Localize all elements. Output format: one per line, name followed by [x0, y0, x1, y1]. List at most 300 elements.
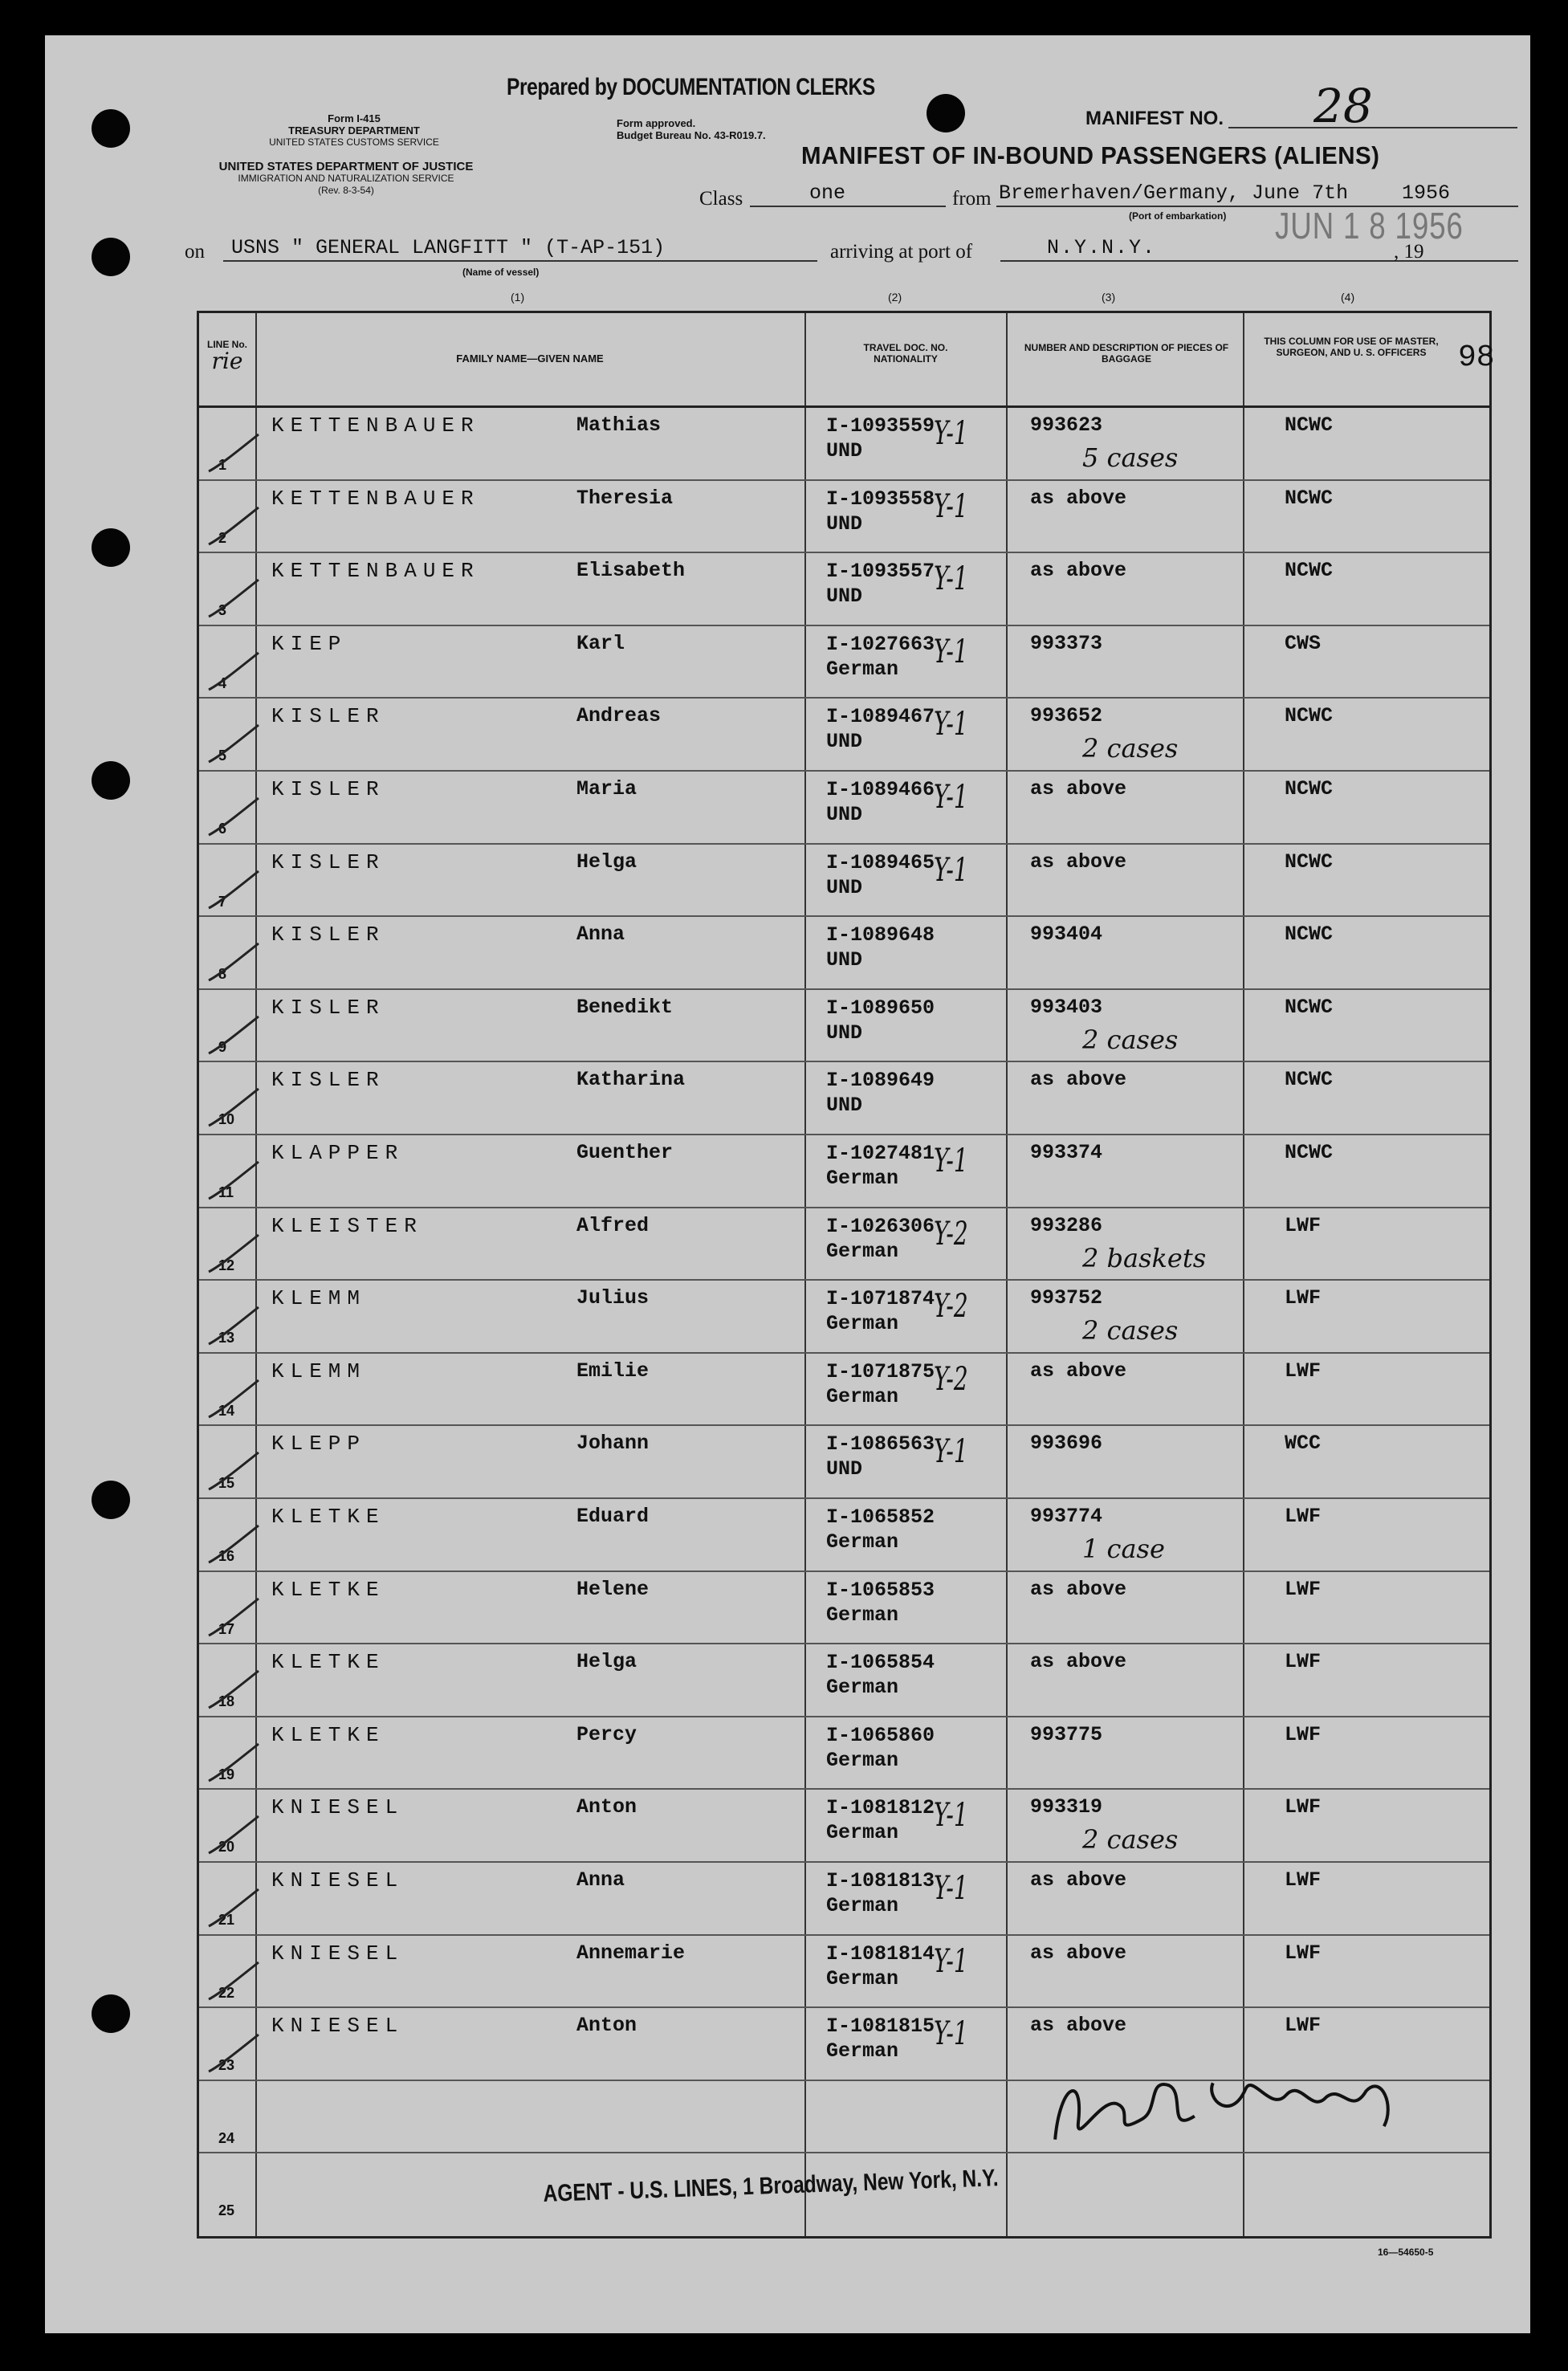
nationality: UND	[826, 803, 863, 826]
travel-doc-column-header: TRAVEL DOC. NO. NATIONALITY	[863, 342, 948, 365]
agency-code: NCWC	[1285, 413, 1334, 437]
handwritten-code: Y-1	[934, 415, 968, 452]
check-mark-icon	[202, 2031, 267, 2080]
nationality: UND	[826, 730, 863, 754]
table-row	[199, 1717, 1489, 1789]
family-name: KLAPPER	[271, 1141, 405, 1165]
given-name: Emilie	[576, 1359, 650, 1383]
nationality: UND	[826, 439, 863, 462]
agency-code: WCC	[1285, 1432, 1322, 1456]
family-name: KLEMM	[271, 1286, 367, 1311]
travel-document	[826, 777, 935, 827]
line-number: 20	[218, 1839, 235, 1856]
nationality: German	[826, 1966, 899, 1990]
family-name: KETTENBAUER	[271, 559, 480, 584]
check-mark-icon	[202, 1304, 267, 1352]
given-name: Percy	[576, 1722, 637, 1746]
agency-code: NCWC	[1285, 923, 1334, 947]
table-row	[199, 916, 1489, 988]
line-number: 13	[218, 1330, 235, 1346]
line-number: 10	[218, 1111, 235, 1128]
col-number-1: (1)	[511, 291, 525, 304]
travel-document	[826, 1359, 935, 1409]
baggage-description: as above	[1030, 1359, 1127, 1383]
baggage-description: 993774	[1030, 1505, 1103, 1528]
travel-doc-number: I-1081812	[826, 1796, 935, 1820]
handwritten-code: Y-1	[934, 633, 968, 670]
nationality: UND	[826, 1457, 863, 1481]
travel-document	[826, 1432, 935, 1481]
baggage-description: as above	[1030, 1650, 1127, 1674]
agency-code: NCWC	[1285, 486, 1334, 510]
table-row	[199, 844, 1489, 916]
agency-code: NCWC	[1285, 995, 1334, 1019]
treasury-department: TREASURY DEPARTMENT	[288, 124, 420, 136]
baggage-description: 993404	[1030, 923, 1103, 947]
table-row	[199, 625, 1489, 698]
given-name: Anton	[576, 2014, 637, 2038]
table-row	[199, 1644, 1489, 1716]
handwritten-code: Y-1	[934, 1433, 968, 1471]
given-name: Helga	[576, 849, 637, 874]
agency-code: LWF	[1285, 1941, 1322, 1965]
table-row	[199, 552, 1489, 625]
handwritten-code: Y-2	[934, 1215, 968, 1253]
form-approved: Form approved.	[617, 117, 696, 129]
table-row	[199, 1208, 1489, 1280]
given-name: Eduard	[576, 1505, 650, 1528]
agency-code: NCWC	[1285, 1068, 1334, 1092]
family-name: KNIESEL	[271, 1868, 405, 1892]
travel-doc-number: I-1081813	[826, 1869, 935, 1892]
given-name: Johann	[576, 1432, 650, 1456]
check-mark-icon	[202, 1741, 267, 1789]
baggage-description: 993696	[1030, 1432, 1103, 1456]
approval-block	[617, 117, 766, 141]
baggage-description: 993403	[1030, 995, 1103, 1019]
manifest-number-label: MANIFEST NO.	[1085, 108, 1224, 129]
given-name: Annemarie	[576, 1941, 686, 1965]
travel-document	[826, 1068, 935, 1118]
form-number: Form I-415	[328, 112, 381, 124]
handwritten-baggage-note: 2 baskets	[1082, 1242, 1207, 1273]
nationality: German	[826, 1603, 899, 1627]
ins-service: IMMIGRATION AND NATURALIZATION SERVICE	[238, 173, 454, 184]
manifest-page	[45, 35, 1530, 2333]
handwritten-code: Y-1	[934, 487, 968, 525]
travel-document	[826, 632, 935, 682]
line-number: 16	[218, 1548, 235, 1564]
check-mark-icon	[202, 650, 267, 698]
line-number: 6	[218, 821, 227, 837]
nationality: German	[826, 2039, 899, 2063]
handwritten-code: Y-1	[934, 851, 968, 889]
travel-document	[826, 1578, 935, 1628]
travel-document	[826, 1214, 935, 1264]
handwritten-code: Y-1	[934, 1797, 968, 1835]
form-code: 16—54650-5	[1378, 2247, 1434, 2258]
travel-document	[826, 704, 935, 754]
travel-doc-number: I-1026306	[826, 1214, 935, 1238]
travel-doc-number: I-1086563	[826, 1432, 935, 1456]
port-embarkation-caption: (Port of embarkation)	[1129, 210, 1227, 222]
table-row	[199, 480, 1489, 552]
line-number: 25	[218, 2202, 235, 2219]
travel-doc-number: I-1065853	[826, 1578, 935, 1602]
nationality: German	[826, 1239, 899, 1263]
travel-doc-number: I-1071875	[826, 1359, 935, 1383]
travel-document	[826, 1941, 935, 1991]
agency-code: NCWC	[1285, 704, 1334, 728]
baggage-description: as above	[1030, 486, 1127, 510]
nationality: UND	[826, 875, 863, 899]
handwritten-code: Y-2	[934, 1360, 968, 1398]
check-mark-icon	[202, 576, 267, 625]
travel-document	[826, 923, 935, 972]
line-number: 8	[218, 966, 227, 983]
family-name: KISLER	[271, 849, 385, 874]
travel-doc-number: I-1081814	[826, 1941, 935, 1966]
check-mark-icon	[202, 1086, 267, 1134]
travel-doc-number: I-1027481	[826, 1142, 935, 1165]
prepared-by-stamp: Prepared by DOCUMENTATION CLERKS	[507, 74, 875, 100]
name-column-header: FAMILY NAME—GIVEN NAME	[456, 352, 604, 365]
check-mark-icon	[202, 1813, 267, 1861]
family-name: KISLER	[271, 923, 385, 947]
agency-code: LWF	[1285, 1505, 1322, 1528]
check-mark-icon	[202, 1013, 267, 1061]
travel-document	[826, 1505, 935, 1554]
travel-doc-number: I-1089650	[826, 996, 935, 1020]
family-name: KNIESEL	[271, 1941, 405, 1966]
agency-code: LWF	[1285, 1577, 1322, 1601]
check-mark-icon	[202, 1668, 267, 1716]
justice-block	[181, 161, 511, 197]
given-name: Anna	[576, 1868, 625, 1892]
from-label: from	[952, 188, 992, 210]
check-mark-icon	[202, 722, 267, 770]
table-row	[199, 1425, 1489, 1497]
nationality: German	[826, 1384, 899, 1408]
travel-document	[826, 850, 935, 900]
line-number: 23	[218, 2057, 235, 2074]
line-number: 24	[218, 2129, 235, 2146]
line-number: 14	[218, 1402, 235, 1419]
check-mark-icon	[202, 868, 267, 916]
punch-hole	[92, 1481, 130, 1519]
handwritten-code: Y-2	[934, 1288, 968, 1326]
baggage-description: 993652	[1030, 704, 1103, 728]
handwritten-code: Y-1	[934, 2015, 968, 2053]
baggage-description: 993752	[1030, 1286, 1103, 1310]
table-row	[199, 698, 1489, 770]
travel-document	[826, 487, 935, 536]
baggage-description: 993319	[1030, 1795, 1103, 1819]
class-label: Class	[699, 188, 743, 210]
travel-doc-number: I-1089465	[826, 850, 935, 874]
handwritten-code: Y-1	[934, 1870, 968, 1907]
on-label: on	[185, 241, 205, 263]
handwritten-baggage-note: 2 cases	[1082, 1824, 1179, 1856]
handwritten-baggage-note: 2 cases	[1082, 1315, 1179, 1346]
check-mark-icon	[202, 1232, 267, 1280]
year-underline	[1450, 260, 1518, 262]
table-row	[199, 1061, 1489, 1134]
given-name: Maria	[576, 777, 637, 801]
table-row	[199, 407, 1489, 479]
handwritten-baggage-note: 5 cases	[1082, 442, 1179, 473]
travel-doc-number: I-1065860	[826, 1723, 935, 1747]
given-name: Katharina	[576, 1068, 686, 1092]
travel-doc-number: I-1081815	[826, 2015, 935, 2039]
arriving-label: arriving at port of	[830, 241, 973, 263]
table-row	[199, 1571, 1489, 1644]
family-name: KIEP	[271, 631, 348, 656]
budget-bureau: Budget Bureau No. 43-R019.7.	[617, 129, 766, 141]
family-name: KISLER	[271, 704, 385, 729]
baggage-description: 993623	[1030, 413, 1103, 437]
travel-document	[826, 996, 935, 1045]
baggage-description: 993775	[1030, 1722, 1103, 1746]
travel-doc-number: I-1089649	[826, 1069, 935, 1093]
nationality: UND	[826, 948, 863, 972]
nationality: UND	[826, 585, 863, 609]
family-name: KLEISTER	[271, 1213, 423, 1238]
nationality: German	[826, 1167, 899, 1190]
agency-code: NCWC	[1285, 559, 1334, 583]
punch-hole	[92, 528, 130, 567]
arrival-date-stamp: JUN 1 8 1956	[1275, 205, 1464, 246]
nationality: German	[826, 657, 899, 681]
nationality: German	[826, 1530, 899, 1554]
travel-doc-number: I-1071874	[826, 1287, 935, 1311]
nationality: German	[826, 1894, 899, 1917]
line-number-header	[202, 339, 252, 373]
signature-scrawl	[1026, 2033, 1408, 2157]
line-number: 3	[218, 602, 227, 619]
col-number-2: (2)	[888, 291, 902, 304]
travel-document	[826, 1723, 935, 1773]
family-name: KNIESEL	[271, 1795, 405, 1820]
punch-hole	[92, 109, 130, 148]
line-number: 9	[218, 1038, 227, 1055]
punch-hole	[92, 1994, 130, 2033]
family-name: KLETKE	[271, 1577, 385, 1602]
travel-document	[826, 413, 935, 463]
handwritten-code: Y-1	[934, 1143, 968, 1179]
line-number: 17	[218, 1620, 235, 1637]
given-name: Helene	[576, 1577, 650, 1601]
travel-document	[826, 1141, 935, 1191]
line-number: 2	[218, 529, 227, 546]
family-name: KLETKE	[271, 1722, 385, 1747]
given-name: Benedikt	[576, 995, 674, 1019]
nationality: German	[826, 1312, 899, 1336]
line-number: 18	[218, 1693, 235, 1710]
col-number-4: (4)	[1341, 291, 1355, 304]
travel-document	[826, 1650, 935, 1700]
vessel-caption: (Name of vessel)	[462, 267, 540, 278]
class-underline	[750, 206, 946, 207]
customs-service: UNITED STATES CUSTOMS SERVICE	[269, 136, 439, 148]
col-number-3: (3)	[1102, 291, 1116, 304]
given-name: Karl	[576, 631, 625, 655]
table-row	[199, 1353, 1489, 1425]
table-row	[199, 1280, 1489, 1352]
baggage-description: as above	[1030, 1577, 1127, 1601]
family-name: KLETKE	[271, 1650, 385, 1675]
handwritten-code: Y-1	[934, 706, 968, 743]
line-number: 7	[218, 893, 227, 910]
family-name: KLEPP	[271, 1432, 367, 1456]
line-number: 4	[218, 674, 227, 691]
family-name: KISLER	[271, 777, 385, 801]
baggage-description: as above	[1030, 1868, 1127, 1892]
line-number: 12	[218, 1257, 235, 1273]
manifest-number-underline	[1228, 127, 1517, 128]
agency-code: LWF	[1285, 1359, 1322, 1383]
family-name: KLETKE	[271, 1505, 385, 1529]
given-name: Theresia	[576, 486, 674, 510]
table-row	[199, 1135, 1489, 1207]
travel-doc-number: I-1093559	[826, 414, 935, 438]
given-name: Elisabeth	[576, 559, 686, 583]
check-mark-icon	[202, 1522, 267, 1570]
justice-department: UNITED STATES DEPARTMENT OF JUSTICE	[218, 160, 474, 173]
embarkation-year: 1956	[1402, 181, 1451, 205]
given-name: Andreas	[576, 704, 662, 728]
nationality: German	[826, 1748, 899, 1772]
baggage-description: as above	[1030, 559, 1127, 583]
agency-code: NCWC	[1285, 777, 1334, 801]
given-name: Anton	[576, 1795, 637, 1819]
check-mark-icon	[202, 795, 267, 843]
handwritten-code: Y-1	[934, 560, 968, 598]
table-row	[199, 771, 1489, 843]
class-value: one	[809, 181, 846, 205]
agency-code: LWF	[1285, 1795, 1322, 1819]
agency-code: NCWC	[1285, 1141, 1334, 1164]
table-row	[199, 1789, 1489, 1861]
baggage-description: 993286	[1030, 1213, 1103, 1237]
check-mark-icon	[202, 431, 267, 479]
baggage-description: 993374	[1030, 1141, 1103, 1164]
agency-code: LWF	[1285, 1213, 1322, 1237]
nationality: German	[826, 1676, 899, 1700]
baggage-description: 993373	[1030, 631, 1103, 655]
family-name: KNIESEL	[271, 2014, 405, 2039]
vessel-name: USNS " GENERAL LANGFITT " (T-AP-151)	[231, 236, 666, 259]
given-name: Mathias	[576, 413, 662, 437]
line-number: 11	[218, 1184, 234, 1200]
manifest-number: 28	[1313, 79, 1373, 133]
travel-doc-number: I-1089466	[826, 778, 935, 801]
travel-document	[826, 1286, 935, 1336]
agency-code: LWF	[1285, 1650, 1322, 1674]
line-number: 22	[218, 1984, 235, 2001]
line-header-label: LINE No.	[207, 339, 247, 350]
nationality: UND	[826, 1021, 863, 1045]
family-name: KISLER	[271, 1068, 385, 1093]
table-row	[199, 1498, 1489, 1570]
nationality: UND	[826, 1094, 863, 1118]
family-name: KISLER	[271, 995, 385, 1020]
table-row	[199, 989, 1489, 1061]
handwritten-baggage-note: 1 case	[1082, 1534, 1165, 1564]
punch-hole	[927, 94, 965, 132]
nationality: UND	[826, 511, 863, 536]
punch-hole	[92, 761, 130, 800]
agency-code: LWF	[1285, 2014, 1322, 2038]
travel-doc-number: I-1027663	[826, 632, 935, 656]
line-number: 21	[218, 1912, 235, 1928]
agent-stamp: AGENT - U.S. LINES, 1 Broadway, New York, N.Y.	[543, 2165, 1000, 2207]
baggage-description: as above	[1030, 2014, 1127, 2038]
handwritten-baggage-note: 2 cases	[1082, 733, 1179, 764]
handwritten-code: Y-1	[934, 779, 968, 816]
port-of-embarkation: Bremerhaven/Germany, June 7th	[999, 181, 1349, 205]
family-name: KETTENBAUER	[271, 486, 480, 511]
given-name: Anna	[576, 923, 625, 947]
given-name: Helga	[576, 1650, 637, 1674]
vessel-underline	[223, 260, 817, 262]
line-number: 5	[218, 748, 227, 764]
check-mark-icon	[202, 1449, 267, 1497]
baggage-description: as above	[1030, 1068, 1127, 1092]
agency-code: LWF	[1285, 1286, 1322, 1310]
agency-code: NCWC	[1285, 849, 1334, 874]
check-mark-icon	[202, 504, 267, 552]
check-mark-icon	[202, 1959, 267, 2007]
travel-doc-number: I-1065854	[826, 1651, 935, 1675]
family-name: KETTENBAUER	[271, 413, 480, 438]
baggage-description: as above	[1030, 777, 1127, 801]
travel-doc-number: I-1093558	[826, 487, 935, 511]
agency-code: LWF	[1285, 1868, 1322, 1892]
arrival-port-underline	[1000, 260, 1450, 262]
travel-doc-number: I-1065852	[826, 1505, 935, 1529]
check-mark-icon	[202, 940, 267, 988]
travel-document	[826, 1795, 935, 1845]
punch-hole	[92, 238, 130, 276]
travel-document	[826, 2014, 935, 2063]
year-prefix: , 19	[1394, 241, 1424, 263]
baggage-description: as above	[1030, 849, 1127, 874]
agency-code: CWS	[1285, 631, 1322, 655]
line-header-handwritten: rie	[211, 348, 243, 374]
line-number: 15	[218, 1475, 235, 1492]
travel-doc-number: I-1093557	[826, 560, 935, 584]
line-number: 1	[218, 457, 227, 473]
agency-code: LWF	[1285, 1722, 1322, 1746]
check-mark-icon	[202, 1595, 267, 1644]
travel-doc-number: I-1089467	[826, 705, 935, 729]
check-mark-icon	[202, 1886, 267, 1934]
table-row	[199, 1862, 1489, 1934]
travel-document	[826, 559, 935, 609]
given-name: Julius	[576, 1286, 650, 1310]
given-name: Alfred	[576, 1213, 650, 1237]
handwritten-code: Y-1	[934, 1942, 968, 1980]
check-mark-icon	[202, 1159, 267, 1207]
arrival-port: N.Y.N.Y.	[1047, 236, 1157, 259]
manifest-title: MANIFEST OF IN-BOUND PASSENGERS (ALIENS)	[801, 141, 1380, 169]
family-name: KLEMM	[271, 1359, 367, 1383]
travel-doc-number: I-1089648	[826, 923, 935, 947]
travel-document	[826, 1868, 935, 1918]
nationality: German	[826, 1821, 899, 1845]
handwritten-baggage-note: 2 cases	[1082, 1024, 1179, 1055]
